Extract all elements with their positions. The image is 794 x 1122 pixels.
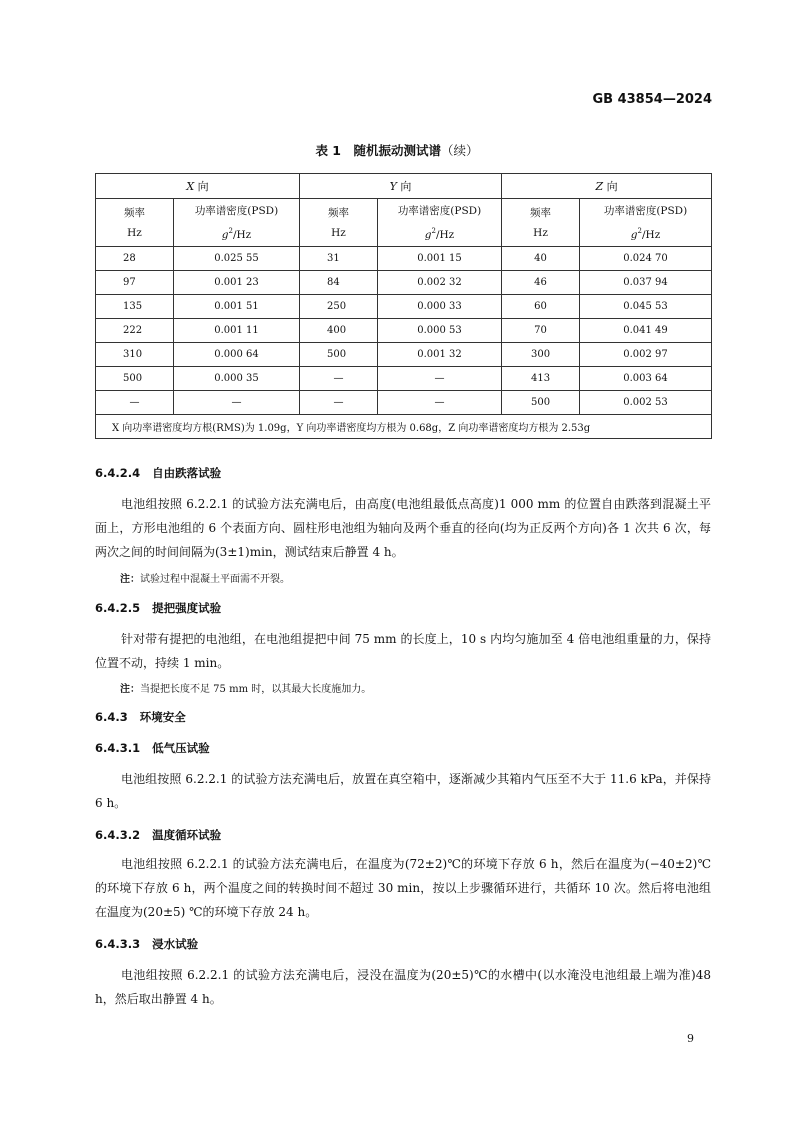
table-row	[96, 271, 712, 295]
note-text: 当提把长度不足 75 mm 时，以其最大长度施加力。	[140, 684, 372, 695]
table-cell: 0.001 32	[378, 343, 502, 367]
section-heading	[95, 465, 221, 481]
section-body: 电池组按照 6.2.2.1 的试验方法充满电后，浸没在温度为(20±5)℃的水槽中(以水淹没电池组最上端为准)48 h，然后取出静置 4 h。	[95, 968, 711, 1006]
section-number: 6.4.3.3	[95, 937, 141, 951]
table-cell: —	[96, 391, 174, 415]
note-label: 注：	[120, 574, 140, 585]
table-cell: 0.025 55	[174, 247, 300, 271]
table-cell: 135	[96, 295, 174, 319]
table-title-suffix: （续）	[441, 143, 479, 158]
table-cell: 0.001 51	[174, 295, 300, 319]
table-cell: 0.037 94	[580, 271, 712, 295]
table-cell: 0.002 97	[580, 343, 712, 367]
table-cell: 28	[96, 247, 174, 271]
psd-header: 功率谱密度(PSD) $g^2/Hz$	[378, 199, 502, 247]
table-cell: 0.000 35	[174, 367, 300, 391]
table-cell: 0.024 70	[580, 247, 712, 271]
axis-z-header: Z 向	[502, 174, 712, 199]
table-cell: 310	[96, 343, 174, 367]
section-heading	[95, 709, 186, 725]
section-number: 6.4.2.4	[95, 466, 141, 480]
table-row	[96, 343, 712, 367]
table-cell: 46	[502, 271, 580, 295]
table-cell: 222	[96, 319, 174, 343]
psd-header: 功率谱密度(PSD) $g^2/Hz$	[174, 199, 300, 247]
rms-note-row	[96, 415, 712, 439]
section-number: 6.4.3.1	[95, 741, 141, 755]
table-cell: 60	[502, 295, 580, 319]
table-title-text: 表 1 随机振动测试谱	[315, 143, 442, 158]
table-cell: 500	[300, 343, 378, 367]
table-cell: 500	[502, 391, 580, 415]
table-cell: 0.001 11	[174, 319, 300, 343]
table-cell: 31	[300, 247, 378, 271]
table-cell: —	[174, 391, 300, 415]
freq-header: 频率 Hz	[96, 199, 174, 247]
section-heading	[95, 936, 198, 952]
note-text: 试验过程中混凝土平面需不开裂。	[140, 574, 290, 585]
table-row	[96, 367, 712, 391]
section-body: 针对带有提把的电池组，在电池组提把中间 75 mm 的长度上，10 s 内均匀施加至 4 倍电池组重量的力，保持位置不动，持续 1 min。	[95, 632, 711, 670]
rms-note: X 向功率谱密度均方根(RMS)为 1.09g，Y 向功率谱密度均方根为 0.68g，Z 向功率谱密度均方根为 2.53g	[96, 415, 712, 439]
table-cell: 413	[502, 367, 580, 391]
table-cell: —	[378, 367, 502, 391]
section-number: 6.4.3	[95, 710, 128, 724]
section-body: 电池组按照 6.2.2.1 的试验方法充满电后，放置在真空箱中，逐渐减少其箱内气压至不大于 11.6 kPa，并保持 6 h。	[95, 772, 711, 810]
document-code: GB 43854—2024	[592, 92, 712, 107]
table-cell: 40	[502, 247, 580, 271]
freq-header: 频率 Hz	[300, 199, 378, 247]
freq-header: 频率 Hz	[502, 199, 580, 247]
section-body: 电池组按照 6.2.2.1 的试验方法充满电后，由高度(电池组最低点高度)1 000 mm 的位置自由跌落到混凝土平面上，方形电池组的 6 个表面方向、圆柱形电池组为轴向及两个垂直的径向(均为正反两个方向)各 1 次共 6 次，每两次之间的时间间隔为(3±1)min，测试结束后静置 4 h。	[95, 497, 711, 559]
table-cell: 500	[96, 367, 174, 391]
table-cell: —	[300, 367, 378, 391]
axis-x-header: X 向	[96, 174, 300, 199]
section-title: 浸水试验	[152, 937, 199, 951]
table-cell: 70	[502, 319, 580, 343]
section-number: 6.4.2.5	[95, 601, 141, 615]
column-header-row	[96, 199, 712, 247]
psd-header: 功率谱密度(PSD) $g^2/Hz$	[580, 199, 712, 247]
page-number: 9	[687, 1032, 694, 1045]
section-heading	[95, 600, 221, 616]
section-body: 电池组按照 6.2.2.1 的试验方法充满电后，在温度为(72±2)℃的环境下存放 6 h，然后在温度为(−40±2)℃的环境下存放 6 h，两个温度之间的转换时间不超过 30 min，按以上步骤循环进行，共循环 10 次。然后将电池组在温度为(20±5) ℃的环境下存放 24 h。	[95, 857, 711, 919]
table-cell: 300	[502, 343, 580, 367]
table-cell: 0.001 15	[378, 247, 502, 271]
table-row	[96, 247, 712, 271]
section-number: 6.4.3.2	[95, 828, 141, 842]
table-cell: —	[378, 391, 502, 415]
table-cell: 400	[300, 319, 378, 343]
vibration-spectrum-table	[95, 173, 712, 439]
section-heading	[95, 827, 221, 843]
table-title	[0, 141, 794, 159]
section-note	[120, 570, 290, 585]
table-cell: 97	[96, 271, 174, 295]
table-cell: 0.000 53	[378, 319, 502, 343]
table-cell: 0.003 64	[580, 367, 712, 391]
note-label: 注：	[120, 684, 140, 695]
table-cell: —	[300, 391, 378, 415]
table-cell: 0.002 32	[378, 271, 502, 295]
table-row	[96, 391, 712, 415]
axis-y-header: Y 向	[300, 174, 502, 199]
section-heading	[95, 740, 210, 756]
section-title: 低气压试验	[152, 741, 210, 755]
section-title: 自由跌落试验	[152, 466, 222, 480]
section-title: 温度循环试验	[152, 828, 222, 842]
table-cell: 0.041 49	[580, 319, 712, 343]
table-cell: 0.002 53	[580, 391, 712, 415]
table-cell: 250	[300, 295, 378, 319]
table-cell: 0.001 23	[174, 271, 300, 295]
table-row	[96, 319, 712, 343]
table-row	[96, 295, 712, 319]
table-cell: 84	[300, 271, 378, 295]
section-note	[120, 680, 371, 695]
section-title: 提把强度试验	[152, 601, 222, 615]
axis-header-row	[96, 174, 712, 199]
table-cell: 0.045 53	[580, 295, 712, 319]
table-cell: 0.000 33	[378, 295, 502, 319]
section-title: 环境安全	[139, 710, 186, 724]
table-cell: 0.000 64	[174, 343, 300, 367]
